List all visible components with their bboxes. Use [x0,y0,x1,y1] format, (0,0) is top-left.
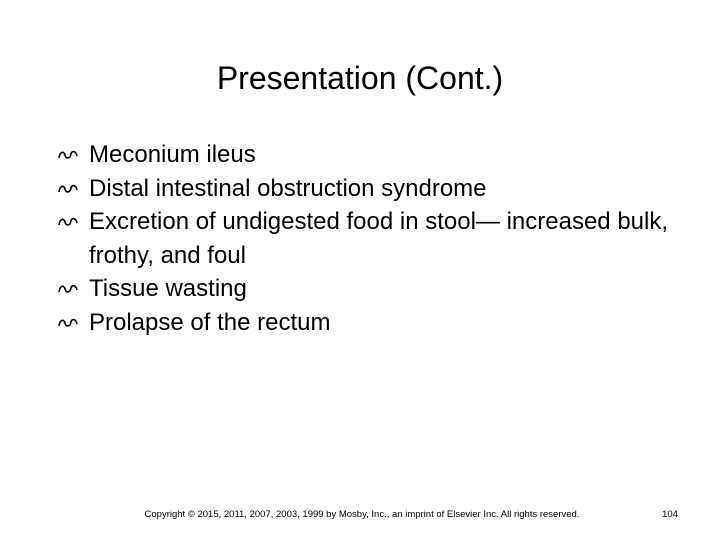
curl-bullet-icon [58,216,78,228]
bullet-text: Excretion of undigested food in stool— increased bulk, frothy, and foul [89,208,669,269]
bullet-text: Distal intestinal obstruction syndrome [89,174,487,202]
bullet-item [58,138,678,172]
bullet-text: Meconium ileus [89,141,256,168]
footer-copyright: Copyright © 2015, 2011, 2007, 2003, 1999 by Mosby, Inc., an imprint of Elsevier Inc. All rights reserved. [144,509,580,520]
curl-bullet-icon [58,183,78,195]
page-number: 104 [662,509,678,520]
bullet-item [58,272,678,306]
curl-bullet-icon [58,283,78,295]
bullet-item [58,172,678,206]
bullet-text: Prolapse of the rectum [89,308,331,336]
curl-bullet-icon [58,149,78,161]
bullet-item [58,306,678,340]
curl-bullet-icon [58,317,78,329]
slide-title: Presentation (Cont.) [216,60,504,96]
bullet-list [58,138,678,340]
bullet-item [58,205,678,272]
bullet-text: Tissue wasting [89,275,247,303]
